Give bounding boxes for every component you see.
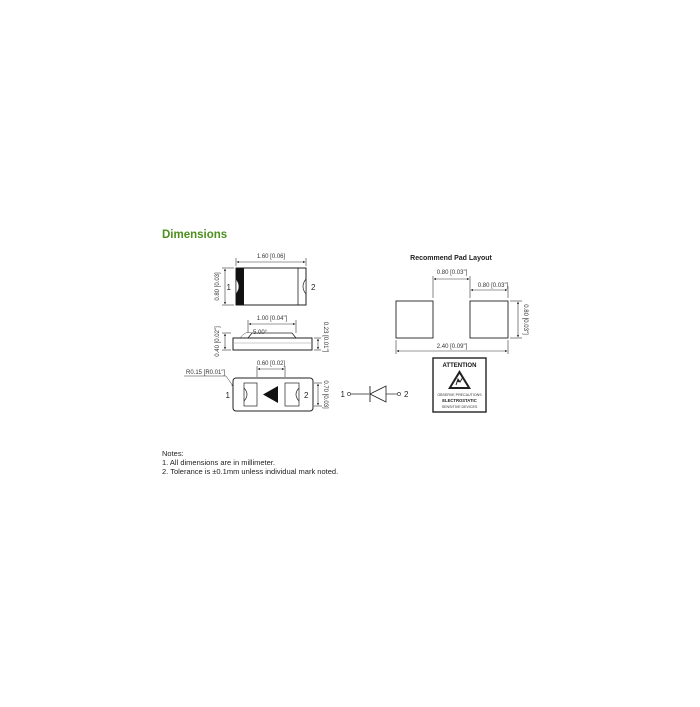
- diode-symbol: [341, 386, 409, 402]
- esd-line3: SENSITIVE DEVICES: [441, 405, 478, 409]
- side-top-length-label: 1.00 [0.04"]: [256, 316, 288, 322]
- pad-total-label: 2.40 [0.09"]: [436, 344, 468, 350]
- pad-layout-title: Recommend Pad Layout: [410, 255, 492, 262]
- pad-right: [470, 301, 508, 338]
- notes-heading: Notes:: [162, 449, 184, 458]
- esd-warning-label: [433, 358, 486, 412]
- pad-gap-label: 0.80 [0.03"]: [436, 270, 468, 276]
- pad-left: [396, 301, 433, 338]
- side-base-height-label: 0.23 [0.01"]: [322, 321, 328, 353]
- pad-height-label: 0.80 [0.03"]: [522, 304, 528, 335]
- side-angle-label: 5.00°: [253, 330, 268, 336]
- bottom-radius-label: R0.15 [R0.01"]: [186, 370, 226, 376]
- bottom-pad-height-label: 0.70 [0.03]: [322, 380, 328, 409]
- section-title: Dimensions: [162, 229, 228, 241]
- top-pin2-label: 2: [311, 283, 316, 292]
- bottom-pad-width-label: 0.60 [0.02]: [256, 361, 286, 367]
- top-length-label: 1.60 [0.06]: [256, 254, 286, 260]
- bottom-pin2-label: 2: [304, 391, 309, 400]
- schematic-pin2-label: 2: [404, 390, 409, 399]
- top-width-label: 0.80 [0.03]: [215, 272, 221, 301]
- pad-layout: [396, 255, 528, 354]
- bottom-view: [184, 361, 328, 411]
- bottom-pin1-label: 1: [225, 391, 230, 400]
- schematic-pin1-label: 1: [340, 390, 345, 399]
- esd-line2: ELECTROSTATIC: [442, 398, 477, 403]
- pad-width-label: 0.80 [0.03"]: [477, 283, 509, 289]
- side-height-label: 0.40 [0.02"]: [215, 326, 221, 357]
- esd-line1: OBSERVE PRECAUTIONS: [437, 393, 482, 397]
- side-view: [215, 316, 328, 357]
- note-item-2: 2. Tolerance is ±0.1mm unless individual mark noted.: [162, 467, 339, 477]
- top-pin1-label: 1: [226, 283, 231, 292]
- notes: [162, 449, 338, 477]
- note-item-1: 1. All dimensions are in millimeter.: [162, 458, 275, 468]
- esd-title: ATTENTION: [442, 363, 477, 369]
- top-view: [215, 254, 316, 305]
